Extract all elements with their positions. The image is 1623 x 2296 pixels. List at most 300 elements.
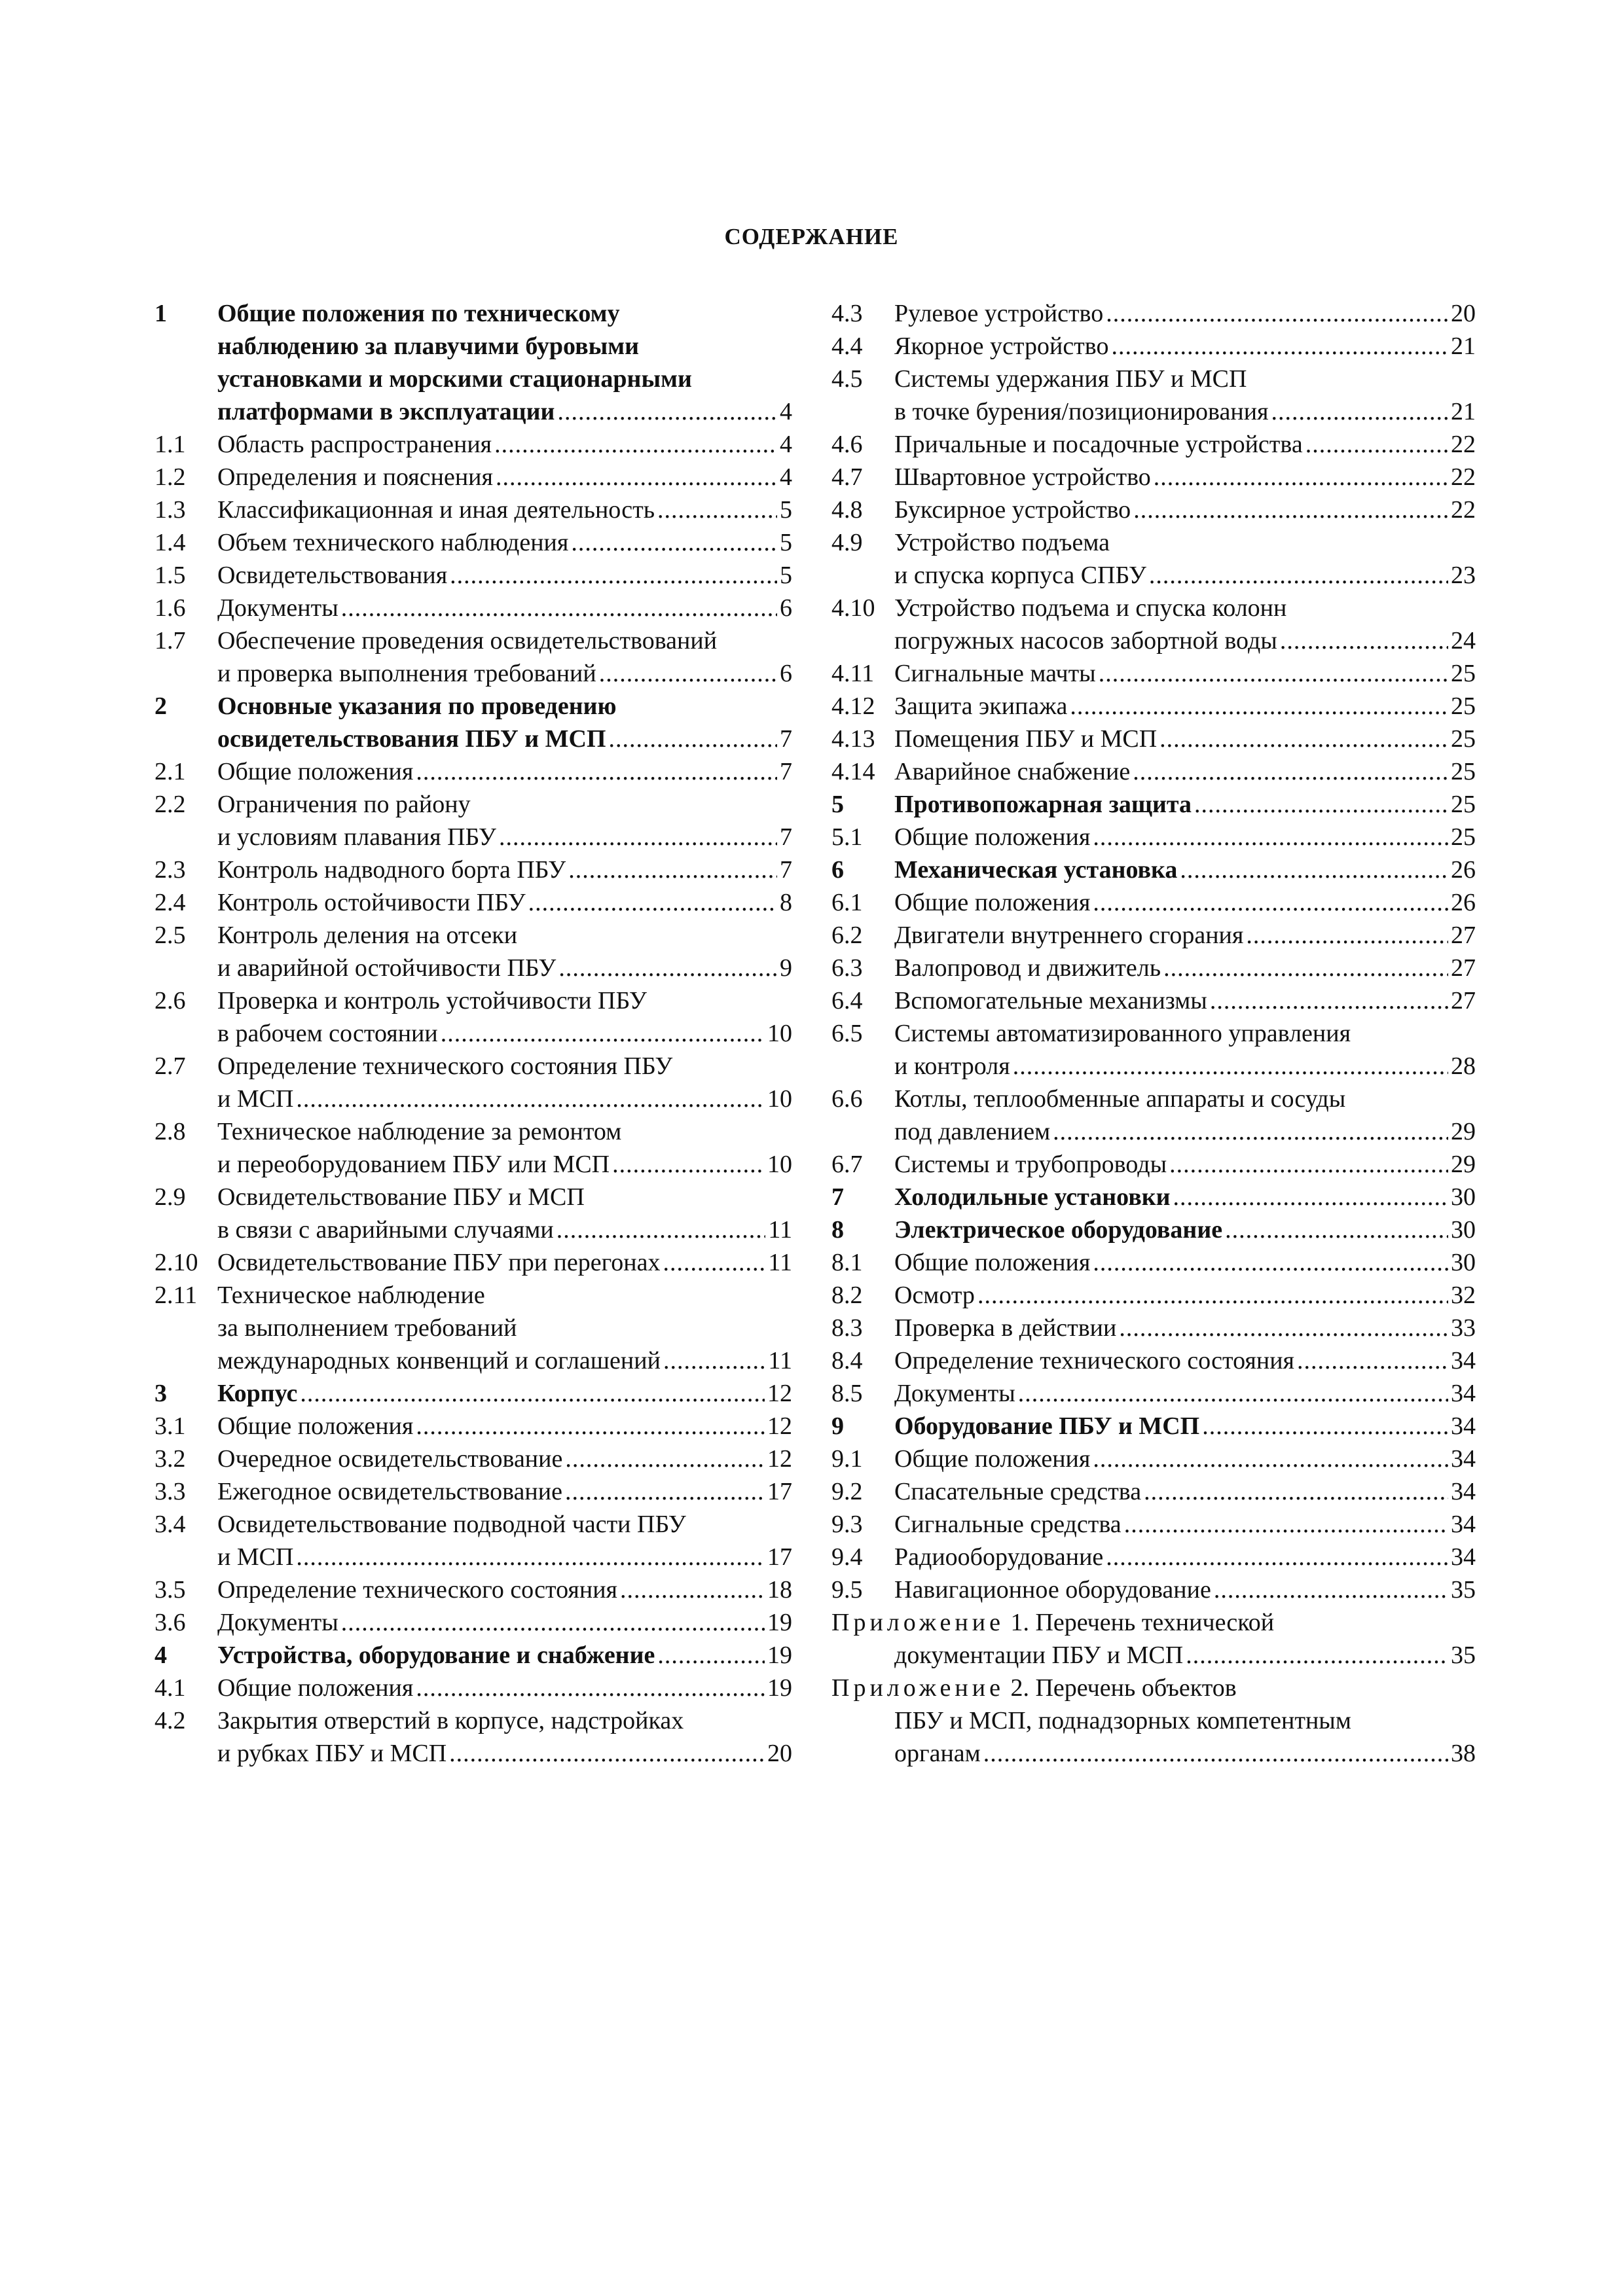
dot-leader [1093,1246,1448,1279]
toc-entry [831,1148,1476,1181]
toc-entry-number: 6.3 [831,954,863,982]
dot-leader [1106,297,1448,330]
toc-entry-number: 2 [155,692,167,720]
toc-entry-number: 2.8 [155,1118,186,1145]
toc-entry-text: Вспомогательные механизмы [894,987,1207,1014]
toc-entry-number: 4.1 [155,1674,186,1702]
toc-entry-text: Противопожарная защита [894,791,1192,818]
dot-leader [663,1344,765,1377]
toc-entry-line: Техническое наблюдение за ремонтом [217,1118,622,1145]
toc-entry [831,952,1476,984]
toc-entry-text: Документы [894,1380,1015,1407]
toc-page-number: 8 [780,889,792,916]
toc-entry-line [894,1737,1476,1770]
toc-entry-body [217,1279,792,1377]
dot-leader [1180,853,1448,886]
toc-entry-number: 9 [831,1412,844,1440]
toc-entry-text: Общие положения [217,1674,414,1702]
dot-leader [1124,1508,1448,1541]
dot-leader [1093,821,1448,853]
toc-entry-text: Холодильные установки [894,1183,1171,1211]
toc-entry-text: Документы [217,594,338,622]
toc-entry-text: Область распространения [217,431,492,458]
toc-entry-number: 8.2 [831,1282,863,1309]
dot-leader [416,1410,765,1443]
toc-entry-line [894,1639,1476,1672]
toc-entry [831,1541,1476,1573]
toc-page-number: 34 [1451,1347,1476,1374]
toc-entry-text: и условиям плавания ПБУ [217,823,496,851]
toc-entry-text: Причальные и посадочные устройства [894,431,1303,458]
toc-entry-number: 8.1 [831,1249,863,1276]
toc-entry-body [217,1475,792,1508]
toc-page-number: 7 [780,758,792,785]
toc-entry-number: 4.9 [831,529,863,556]
toc-entry [155,624,792,690]
toc-page-number: 10 [767,1020,792,1047]
toc-entry-text: документации ПБУ и МСП [894,1641,1184,1669]
dot-leader [494,428,777,461]
toc-entry [831,788,1476,821]
dot-leader [657,493,777,526]
toc-entry-text: Корпус [217,1380,298,1407]
toc-entry [155,1508,792,1573]
dot-leader [296,1541,765,1573]
toc-entry-body [217,1704,792,1770]
toc-entry-line: Контроль деления на отсеки [217,922,518,949]
toc-page-number: 4 [780,463,792,491]
toc-entry-body [894,428,1476,461]
toc-entry-line [894,461,1476,493]
toc-entry-line: наблюдению за плавучими буровыми [217,332,640,360]
toc-page-number: 6 [780,594,792,622]
dot-leader [1013,1050,1448,1083]
toc-entry-number: 8.3 [831,1314,863,1342]
toc-entry-number: 4.8 [831,496,863,524]
toc-entry-body [217,1181,792,1246]
toc-entry [155,1573,792,1606]
toc-entry-body [894,1213,1476,1246]
toc-entry-text: Определения и пояснения [217,463,493,491]
toc-entry-text: 2. Перечень объектов [1004,1674,1237,1702]
toc-entry-text: освидетельствования ПБУ и МСП [217,725,606,753]
toc-page-number: 23 [1451,562,1476,589]
toc-entry-body [894,1475,1476,1508]
toc-entry-text: Устройства, оборудование и снабжение [217,1641,655,1669]
toc-entry-line [894,821,1476,853]
toc-entry-number: 1.1 [155,431,186,458]
dot-leader [1133,493,1448,526]
toc-entry-line: Общие положения по техническому [217,300,620,327]
toc-entry-line [217,1443,792,1475]
toc-entry [155,1704,792,1770]
toc-entry [831,1377,1476,1410]
toc-page-number: 25 [1451,791,1476,818]
toc-entry-line [894,755,1476,788]
toc-entry [155,1672,792,1704]
toc-entry-body [894,1443,1476,1475]
toc-entry-line [217,526,792,559]
toc-entry [155,493,792,526]
dot-leader [557,395,777,428]
toc-entry-text: и аварийной остойчивости ПБУ [217,954,556,982]
toc-entry-line [894,1541,1476,1573]
toc-page-number: 27 [1451,922,1476,949]
toc-entry-number: 3.1 [155,1412,186,1440]
toc-entry-line [894,1181,1476,1213]
dot-leader [1133,755,1448,788]
dot-leader [341,592,777,624]
toc-entry-body [894,1410,1476,1443]
toc-entry-text: Помещения ПБУ и МСП [894,725,1158,753]
toc-entry-body [217,1410,792,1443]
toc-entry-body [894,1344,1476,1377]
toc-entry-body [894,1541,1476,1573]
toc-entry-line [894,952,1476,984]
toc-page-number: 30 [1451,1249,1476,1276]
toc-entry-body [217,493,792,526]
toc-entry-text: Освидетельствование ПБУ при перегонах [217,1249,661,1276]
toc-entry-number: 8.5 [831,1380,863,1407]
toc-entry-number: 2.2 [155,791,186,818]
toc-entry-text: международных конвенций и соглашений [217,1347,661,1374]
toc-entry-text: Сигнальные мачты [894,660,1096,687]
toc-entry [831,1606,1476,1672]
toc-page-number: 5 [780,562,792,589]
dot-leader [416,1672,765,1704]
dot-leader [558,952,777,984]
toc-entry-number: 3.5 [155,1576,186,1604]
toc-entry-body [894,657,1476,690]
toc-entry [831,1344,1476,1377]
dot-leader [441,1017,765,1050]
toc-entry-line [217,559,792,592]
toc-entry [155,853,792,886]
toc-entry-line [894,1246,1476,1279]
toc-page-number: 12 [767,1445,792,1473]
toc-entry [155,526,792,559]
dot-leader [1194,788,1448,821]
toc-entry-number: 4.12 [831,692,875,720]
toc-page-number: 25 [1451,823,1476,851]
toc-entry-line [894,624,1476,657]
toc-entry-body [894,690,1476,723]
toc-entry [831,461,1476,493]
toc-entry-text: Ежегодное освидетельствование [217,1478,562,1505]
toc-entry-line [894,559,1476,592]
dot-leader [496,461,777,493]
toc-page-number: 30 [1451,1183,1476,1211]
toc-entry-body [217,461,792,493]
toc-entry [831,363,1476,428]
toc-page-number: 6 [780,660,792,687]
toc-entry [155,1410,792,1443]
toc-entry-text: Рулевое устройство [894,300,1104,327]
toc-entry-line [894,1377,1476,1410]
dot-leader [528,886,777,919]
toc-entry-number: 2.5 [155,922,186,949]
toc-entry-body [217,1639,792,1672]
dot-leader [663,1246,765,1279]
dot-leader [1144,1475,1448,1508]
toc-entry-number: 2.6 [155,987,186,1014]
dot-leader [499,821,777,853]
toc-entry-line [217,461,792,493]
toc-entry-line [217,493,792,526]
toc-entry [831,1410,1476,1443]
toc-entry [831,1443,1476,1475]
toc-entry-body [217,526,792,559]
toc-entry-text: и контроля [894,1052,1010,1080]
toc-entry-line [894,919,1476,952]
toc-entry-line: Освидетельствование подводной части ПБУ [217,1511,686,1538]
dot-leader [296,1083,765,1115]
toc-page-number: 5 [780,529,792,556]
toc-page-number: 34 [1451,1511,1476,1538]
toc-entry [831,1508,1476,1541]
toc-entry-text: и МСП [217,1543,294,1571]
dot-leader [612,1148,765,1181]
toc-entry [155,1050,792,1115]
toc-entry-text: Общие положения [894,889,1091,916]
toc-page-number: 34 [1451,1412,1476,1440]
toc-entry-body [894,461,1476,493]
toc-entry-number: 1.3 [155,496,186,524]
toc-entry-number: 3.6 [155,1609,186,1636]
toc-page-number: 17 [767,1478,792,1505]
toc-entry-line [894,1115,1476,1148]
toc-entry-body [894,493,1476,526]
dot-leader [1099,657,1448,690]
toc-entry-number: 4.13 [831,725,875,753]
dot-leader [609,723,777,755]
toc-page-number: 35 [1451,1641,1476,1669]
toc-entry [155,886,792,919]
toc-entry-line [894,1050,1476,1083]
toc-entry-line [831,1672,1476,1704]
toc-entry-line: установками и морскими стационарными [217,365,692,393]
toc-entry-line: ПБУ и МСП, поднадзорных компетентным [894,1707,1351,1734]
toc-entry-number: 4.10 [831,594,875,622]
toc-entry-line [894,1443,1476,1475]
toc-entry-body [894,788,1476,821]
toc-entry-line [217,428,792,461]
toc-right-column [831,297,1476,1770]
toc-entry-line [217,1083,792,1115]
toc-entry-text: Объем технического наблюдения [217,529,569,556]
toc-entry-body [217,1606,792,1639]
toc-entry [831,886,1476,919]
toc-entry-number: 6.4 [831,987,863,1014]
toc-entry-body [217,690,792,755]
toc-entry-line [894,395,1476,428]
toc-entry-line: за выполнением требований [217,1314,517,1342]
toc-entry-body [217,559,792,592]
toc-entry-line: Проверка и контроль устойчивости ПБУ [217,987,647,1014]
toc-page-number: 21 [1451,398,1476,425]
toc-entry-text: Очередное освидетельствование [217,1445,563,1473]
toc-page-number: 26 [1451,889,1476,916]
toc-entry-line [217,395,792,428]
dot-leader [1053,1115,1448,1148]
toc-entry-body [217,1443,792,1475]
toc-page-number: 34 [1451,1478,1476,1505]
toc-entry [155,1475,792,1508]
toc-entry-number: 1.6 [155,594,186,622]
toc-entry-number: 6.5 [831,1020,863,1047]
dot-leader [977,1279,1448,1312]
toc-entry-number: 6.1 [831,889,863,916]
toc-entry-text: Контроль остойчивости ПБУ [217,889,526,916]
toc-entry-text: Электрическое оборудование [894,1216,1223,1244]
toc-entry-number: 3 [155,1380,167,1407]
dot-leader [620,1573,765,1606]
dot-leader [341,1606,765,1639]
dot-leader [565,1475,765,1508]
toc-entry-number: 3.2 [155,1445,186,1473]
toc-entry-text: Сигнальные средства [894,1511,1122,1538]
toc-entry-line [894,1279,1476,1312]
toc-entry [155,1443,792,1475]
toc-entry-line [217,886,792,919]
toc-page-number: 4 [780,398,792,425]
toc-entry-body [894,821,1476,853]
toc-entry-line [217,952,792,984]
toc-entry [831,1279,1476,1312]
toc-entry-number: 2.9 [155,1183,186,1211]
dot-leader [1225,1213,1448,1246]
dot-leader [1210,984,1448,1017]
toc-entry-line [217,1213,792,1246]
toc-entry [155,1181,792,1246]
toc-page-number: 20 [767,1740,792,1767]
toc-entry-text: органам [894,1740,981,1767]
toc-entry-line [217,1573,792,1606]
toc-entry-text: Общие положения [894,823,1091,851]
toc-entry-number: 2.11 [155,1282,198,1309]
toc-entry [155,1279,792,1377]
toc-entry [831,657,1476,690]
dot-leader [1297,1344,1448,1377]
toc-entry-line [894,297,1476,330]
toc-entry-line [831,1606,1476,1639]
toc-entry-body [217,297,792,428]
toc-entry-line [894,1573,1476,1606]
toc-entry-number: 2.4 [155,889,186,916]
toc-entry-body [894,1377,1476,1410]
toc-entry-number: 3.3 [155,1478,186,1505]
toc-entry-body [831,1672,1476,1770]
toc-entry-text: Буксирное устройство [894,496,1131,524]
toc-page-number: 27 [1451,987,1476,1014]
toc-page-number: 7 [780,856,792,884]
toc-entry [831,1475,1476,1508]
toc-entry-body [217,886,792,919]
toc-entry-number: 9.4 [831,1543,863,1571]
toc-page-number: 34 [1451,1543,1476,1571]
toc-page-number: 12 [767,1412,792,1440]
toc-entry-body [894,723,1476,755]
toc-page-number: 19 [767,1674,792,1702]
toc-entry-text: платформами в эксплуатации [217,398,555,425]
toc-entry-number: 1.2 [155,463,186,491]
dot-leader [416,755,777,788]
dot-leader [1186,1639,1448,1672]
toc-entry-line [217,592,792,624]
toc-entry-text: Определение технического состояния [894,1347,1295,1374]
toc-entry-line: Определение технического состояния ПБУ [217,1052,673,1080]
toc-entry [831,1573,1476,1606]
toc-entry-body [217,788,792,853]
dot-leader [449,1737,765,1770]
dot-leader [1093,886,1448,919]
toc-entry-text: Осмотр [894,1282,975,1309]
toc-entry-line [894,788,1476,821]
toc-entry [155,755,792,788]
toc-entry-number: 1.5 [155,562,186,589]
toc-page-number: 29 [1451,1118,1476,1145]
toc-entry-number: 9.3 [831,1511,863,1538]
toc-page-number: 21 [1451,332,1476,360]
toc-entry-number: 4.5 [831,365,863,393]
toc-entry [831,853,1476,886]
dot-leader [1246,919,1448,952]
toc-entry-number: 2.7 [155,1052,186,1080]
toc-page-number: 28 [1451,1052,1476,1080]
toc-entry [831,592,1476,657]
toc-page-number: 17 [767,1543,792,1571]
toc-entry-text: Спасательные средства [894,1478,1142,1505]
toc-entry-body [894,363,1476,428]
toc-entry [831,1017,1476,1083]
toc-entry-line [217,1344,792,1377]
toc-entry-body [894,755,1476,788]
toc-page-number: 7 [780,725,792,753]
toc-page-number: 38 [1451,1740,1476,1767]
toc-entry-text: Радиооборудование [894,1543,1104,1571]
toc-page-number: 35 [1451,1576,1476,1604]
toc-entry-text: и переоборудованием ПБУ или МСП [217,1151,610,1178]
toc-entry-line: Техническое наблюдение [217,1282,485,1309]
toc-page-number: 22 [1451,431,1476,458]
dot-leader [1202,1410,1448,1443]
toc-entry [155,1639,792,1672]
toc-entry-number: 6 [831,856,844,884]
dot-leader [1106,1541,1448,1573]
dot-leader [1149,559,1448,592]
dot-leader [1280,624,1448,657]
toc-entry [831,755,1476,788]
toc-entry-text: Освидетельствования [217,562,448,589]
toc-entry-body [894,1181,1476,1213]
toc-entry-line [894,1410,1476,1443]
toc-entry-body [217,1672,792,1704]
toc-entry-text: в связи с аварийными случаями [217,1216,554,1244]
toc-entry-text: и рубках ПБУ и МСП [217,1740,447,1767]
toc-entry-text: Швартовное устройство [894,463,1151,491]
toc-entry [831,1672,1476,1770]
toc-entry-body [217,1508,792,1573]
toc-entry [831,330,1476,363]
toc-entry-number: 9.1 [831,1445,863,1473]
toc-page-number: 25 [1451,692,1476,720]
toc-entry-number: 3.4 [155,1511,186,1538]
toc-entry-text: Общие положения [217,758,414,785]
dot-leader [571,526,777,559]
toc-entry-line [894,1508,1476,1541]
appendix-label: Приложение [831,1609,1004,1636]
toc-entry-line [217,1541,792,1573]
